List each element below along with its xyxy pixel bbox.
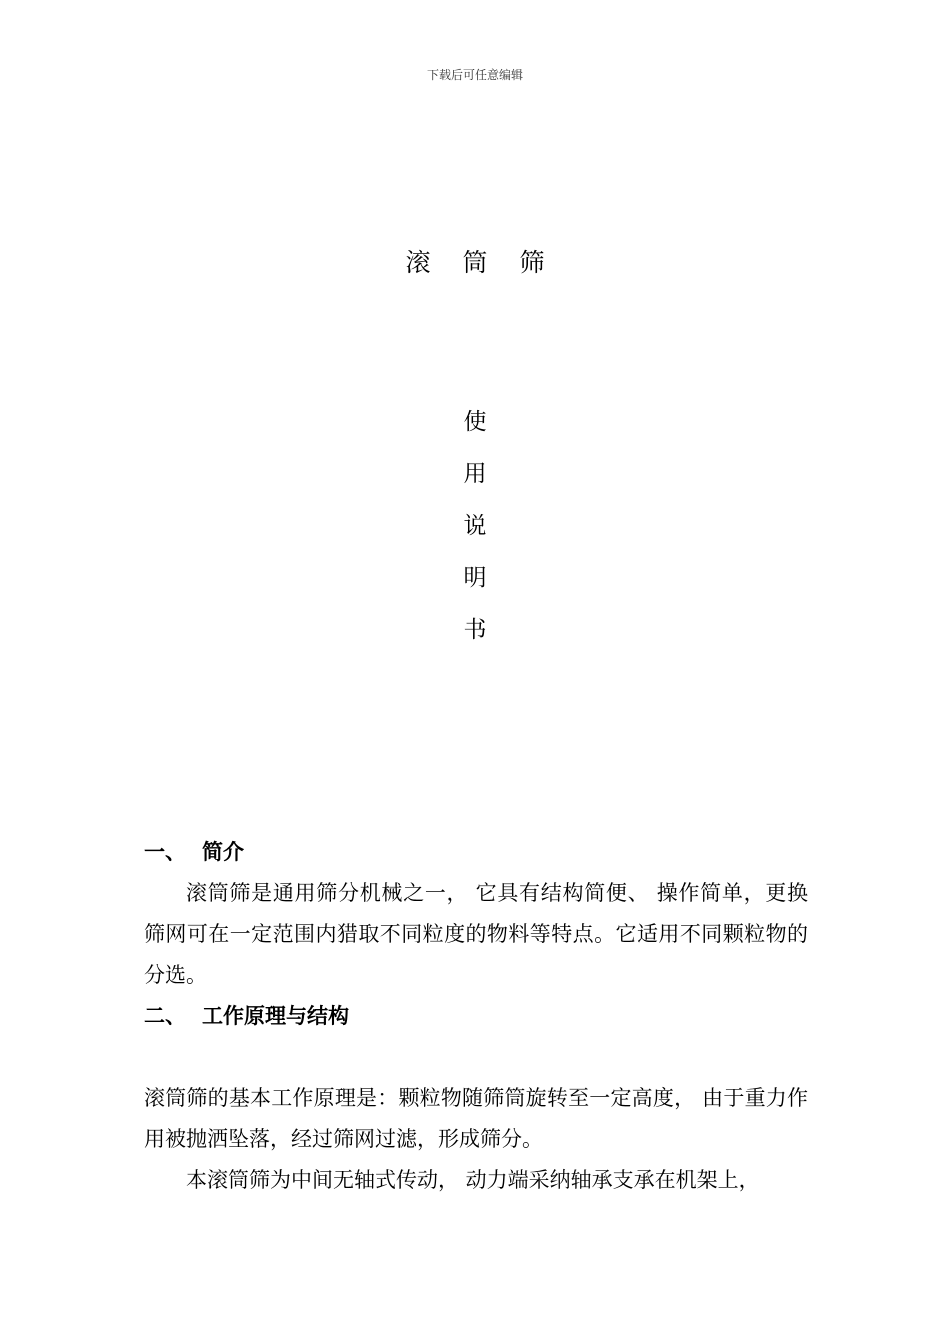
subtitle-char: 书 [463,617,487,643]
section-number: 一、 [144,840,186,864]
title-char: 筒 [462,248,488,277]
title-char: 滚 [405,248,431,277]
section-title: 简介 [202,840,244,864]
principle-paragraph: 滚筒筛的基本工作原理是：颗粒物随筛筒旋转至一定高度， 由于重力作用被抛洒坠落，经过筛网过滤，形成筛分。 [144,1086,808,1151]
spacer [144,1037,808,1078]
intro-paragraph: 滚筒筛是通用筛分机械之一， 它具有结构简便、 操作简单，更换筛网可在一定范围内猎取不同粒度的物料等特点。它适用不同颗粒物的分选。 [144,881,808,987]
subtitle-char: 用 [463,461,487,487]
section-number: 二、 [144,1004,186,1028]
document-subtitle [0,404,950,664]
page-header-note: 下载后可任意编辑 [426,68,523,82]
document-title [0,243,950,279]
structure-paragraph: 本滚筒筛为中间无轴式传动， 动力端采纳轴承支承在机架上， [186,1168,760,1192]
section-heading-principle [144,996,808,1037]
subtitle-char: 使 [463,409,487,435]
document-body [144,832,808,1201]
section-heading-intro [144,832,808,873]
subtitle-char: 说 [463,513,487,539]
title-char: 筛 [519,248,545,277]
section-title: 工作原理与结构 [202,1004,349,1028]
subtitle-char: 明 [463,565,487,591]
